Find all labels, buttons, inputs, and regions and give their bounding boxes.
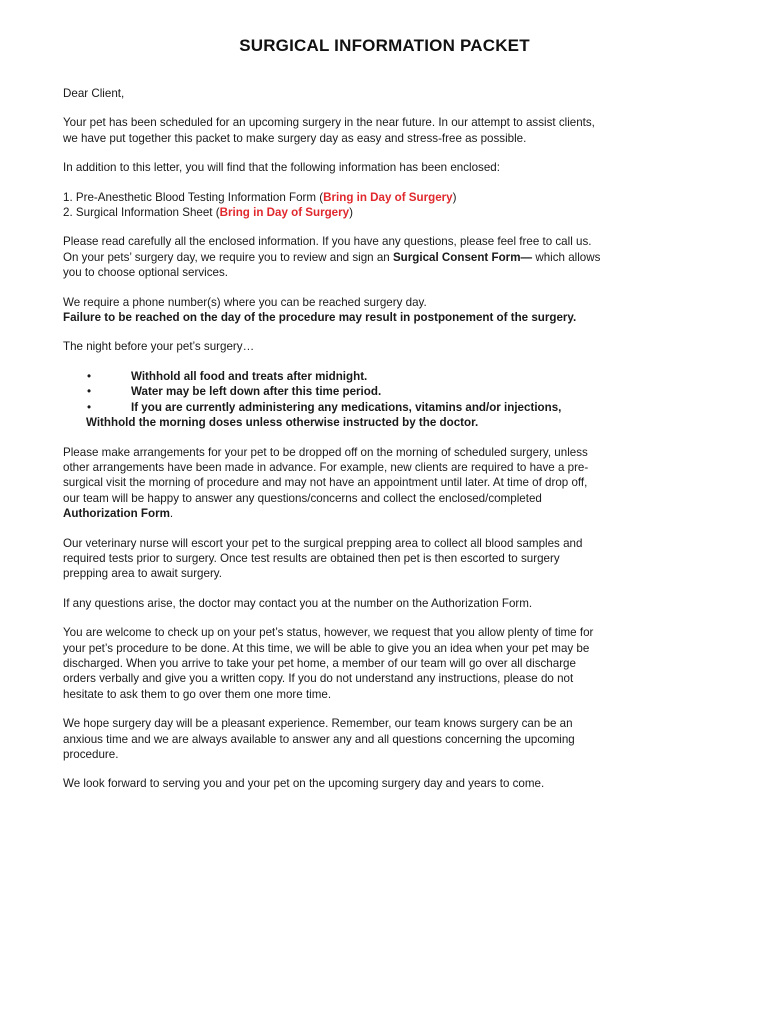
enclosed-item-text: 1. Pre-Anesthetic Blood Testing Information Form (	[63, 190, 324, 204]
intro-line: we have put together this packet to make surgery day as easy and stress-free as possible.	[63, 131, 527, 145]
enclosed-item-text: 2. Surgical Information Sheet (	[63, 206, 220, 220]
dropoff-line: our team will be happy to answer any questions/concerns and collect the enclosed/completed	[63, 491, 542, 505]
read-line-text: On your pets’ surgery day, we require you to review and sign an	[63, 250, 393, 264]
read-line: Please read carefully all the enclosed information. If you have any questions, please feel free to call us.	[63, 235, 592, 249]
list-item	[63, 384, 706, 399]
intro-paragraph	[63, 115, 706, 146]
enclosed-item-2	[63, 205, 706, 220]
enclosed-item-1	[63, 190, 706, 205]
dropoff-line: other arrangements have been made in advance. For example, new clients are required to have a pre-	[63, 460, 589, 474]
list-item	[63, 369, 706, 384]
dropoff-end: .	[169, 507, 174, 521]
document-title: SURGICAL INFORMATION PACKET	[239, 36, 530, 55]
enclosed-item-suffix: )	[349, 206, 353, 220]
phone-line: We require a phone number(s) where you can be reached surgery day.	[63, 295, 427, 309]
enclosed-intro: In addition to this letter, you will find that the following information has been enclosed:	[63, 161, 500, 175]
nurse-line: required tests prior to surgery. Once test results are obtained then pet is then escorted to surgery	[63, 551, 560, 565]
dropoff-line: Please make arrangements for your pet to be dropped off on the morning of scheduled surgery, unless	[63, 445, 588, 459]
read-line	[63, 250, 706, 265]
bullet-icon: •	[87, 400, 92, 414]
nurse-paragraph	[63, 536, 706, 582]
hope-line: procedure.	[63, 748, 119, 761]
status-line: hesitate to ask them to go over them one more time.	[63, 687, 332, 701]
dropoff-line: surgical visit the morning of procedure and may not have an appointment until later. At time of drop off,	[63, 476, 588, 490]
read-line: you to choose optional services.	[63, 266, 228, 280]
read-paragraph	[63, 234, 706, 280]
hope-line: We hope surgery day will be a pleasant experience. Remember, our team knows surgery can be an	[63, 717, 573, 731]
dropoff-paragraph	[63, 445, 706, 522]
bring-in-note: Bring in Day of Surgery	[219, 206, 350, 220]
status-line: orders verbally and give you a written copy. If you do not understand any instructions, please do not	[63, 672, 574, 686]
read-line-text: which allows	[532, 250, 601, 264]
nurse-line: prepping area to await surgery.	[63, 567, 222, 581]
phone-paragraph	[63, 295, 706, 326]
list-item-continuation: Withhold the morning doses unless otherwise instructed by the doctor.	[86, 416, 479, 430]
intro-line: Your pet has been scheduled for an upcoming surgery in the near future. In our attempt to assist clients,	[63, 116, 595, 130]
status-line: discharged. When you arrive to take your pet home, a member of our team will go over all discharge	[63, 656, 576, 670]
list-item-text: Withhold all food and treats after midnight.	[131, 369, 368, 383]
list-item-text: If you are currently administering any medications, vitamins and/or injections,	[131, 400, 562, 414]
closing-paragraph: We look forward to serving you and your pet on the upcoming surgery day and years to come.	[63, 777, 545, 791]
status-paragraph	[63, 625, 706, 702]
list-item-text: Water may be left down after this time period.	[131, 385, 382, 399]
bullet-icon: •	[87, 385, 92, 399]
hope-line: anxious time and we are always available to answer any and all questions concerning the upcoming	[63, 732, 575, 746]
dropoff-line	[63, 506, 706, 521]
enclosed-item-suffix: )	[452, 190, 457, 204]
status-line: your pet’s procedure to be done. At this time, we will be able to give you an idea when your pet may be	[63, 641, 590, 655]
authorization-form-name: Authorization Form	[63, 507, 170, 521]
salutation: Dear Client,	[63, 87, 125, 100]
list-item	[63, 400, 706, 415]
enclosed-list	[63, 190, 706, 221]
nurse-line: Our veterinary nurse will escort your pet to the surgical prepping area to collect all blood samples and	[63, 536, 583, 550]
night-before-heading: The night before your pet’s surgery…	[63, 340, 255, 354]
phone-warning: Failure to be reached on the day of the procedure may result in postponement of the surgery.	[63, 311, 577, 325]
bullet-icon: •	[87, 369, 92, 383]
consent-form-name: Surgical Consent Form—	[392, 250, 533, 264]
status-line: You are welcome to check up on your pet’s status, however, we request that you allow plenty of time for	[63, 626, 594, 640]
bring-in-note: Bring in Day of Surgery	[323, 190, 453, 204]
questions-paragraph: If any questions arise, the doctor may contact you at the number on the Authorization Form.	[63, 596, 533, 610]
hope-paragraph	[63, 716, 706, 762]
night-before-list	[63, 369, 706, 431]
